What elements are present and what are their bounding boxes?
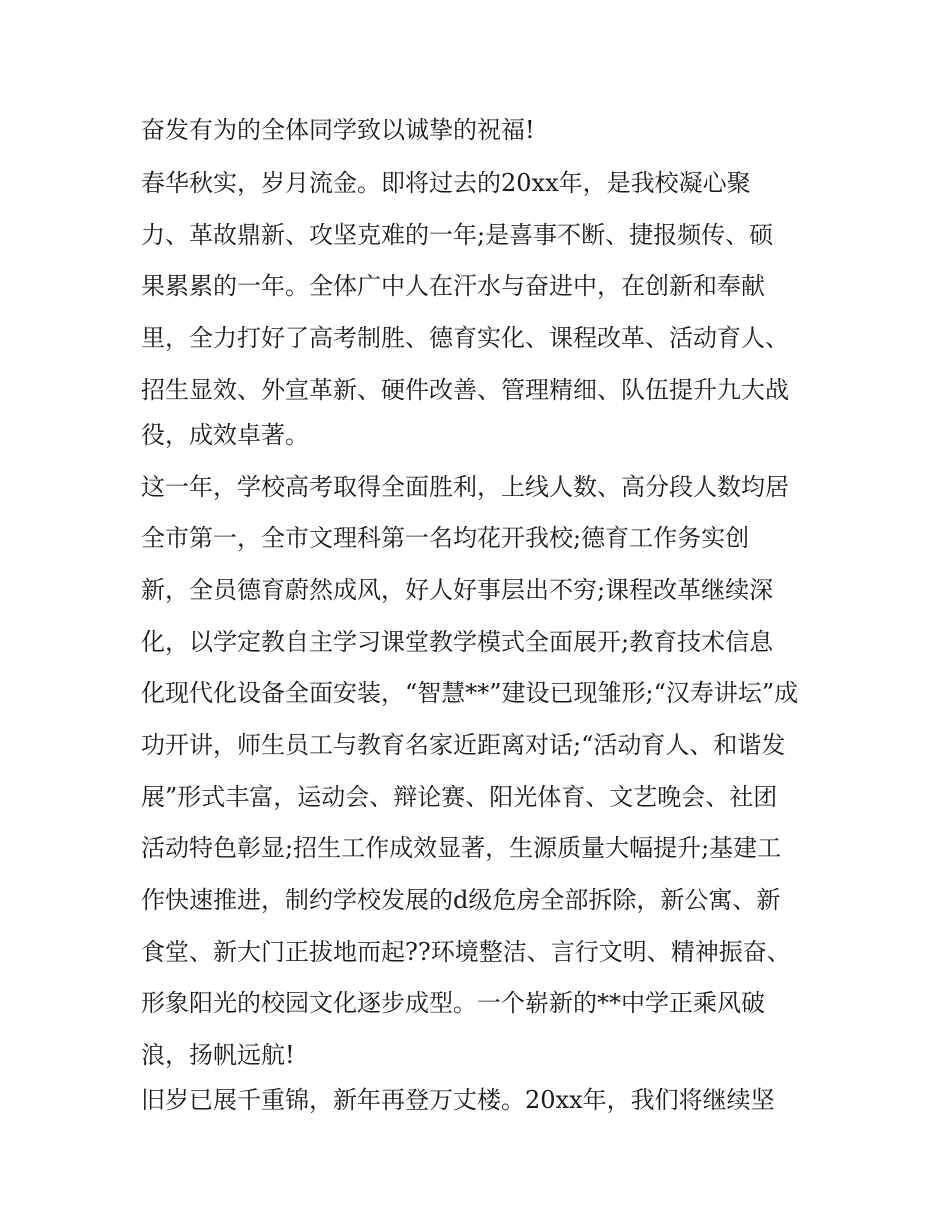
text-line: 这一年，学校高考取得全面胜利，上线人数、高分段人数均居 — [141, 473, 789, 501]
text-line: 化，以学定教自主学习课堂教学模式全面展开;教育技术信息 — [141, 628, 774, 656]
text-line: 展”形式丰富，运动会、辩论赛、阳光体育、文艺晚会、社团 — [141, 783, 778, 811]
text-line: 新，全员德育蔚然成风，好人好事层出不穷;课程改革继续深 — [141, 576, 774, 604]
text-line: 春华秋实，岁月流金。即将过去的20xx年，是我校凝心聚 — [141, 169, 751, 197]
text-line: 作快速推进，制约学校发展的d级危房全部拆除，新公寓、新 — [141, 886, 781, 914]
text-line: 旧岁已展千重锦，新年再登万丈楼。20xx年，我们将继续坚 — [141, 1086, 775, 1114]
text-line: 功开讲，师生员工与教育名家近距离对话;“活动育人、和谐发 — [141, 731, 786, 759]
text-line: 形象阳光的校园文化逐步成型。一个崭新的**中学正乘风破 — [141, 989, 765, 1017]
text-line: 里，全力打好了高考制胜、德育实化、课程改革、活动育人、 — [141, 324, 789, 352]
text-line: 招生显效、外宣革新、硬件改善、管理精细、队伍提升九大战 — [141, 376, 789, 404]
text-line: 力、革故鼎新、攻坚克难的一年;是喜事不断、捷报频传、硕 — [141, 221, 774, 249]
text-line: 役，成效卓著。 — [141, 421, 309, 449]
text-line: 果累累的一年。全体广中人在汗水与奋进中，在创新和奉献 — [141, 272, 765, 300]
text-line: 奋发有为的全体同学致以诚挚的祝福! — [141, 116, 535, 144]
text-line: 活动特色彰显;招生工作成效显著，生源质量大幅提升;基建工 — [141, 834, 782, 862]
text-line: 全市第一，全市文理科第一名均花开我校;德育工作务实创 — [141, 524, 750, 552]
text-line: 化现代化设备全面安装，“智慧**”建设已现雏形;“汉寿讲坛”成 — [141, 679, 799, 707]
text-line: 浪，扬帆远航! — [141, 1041, 295, 1069]
text-line: 食堂、新大门正拔地而起??环境整洁、言行文明、精神振奋、 — [141, 938, 791, 966]
